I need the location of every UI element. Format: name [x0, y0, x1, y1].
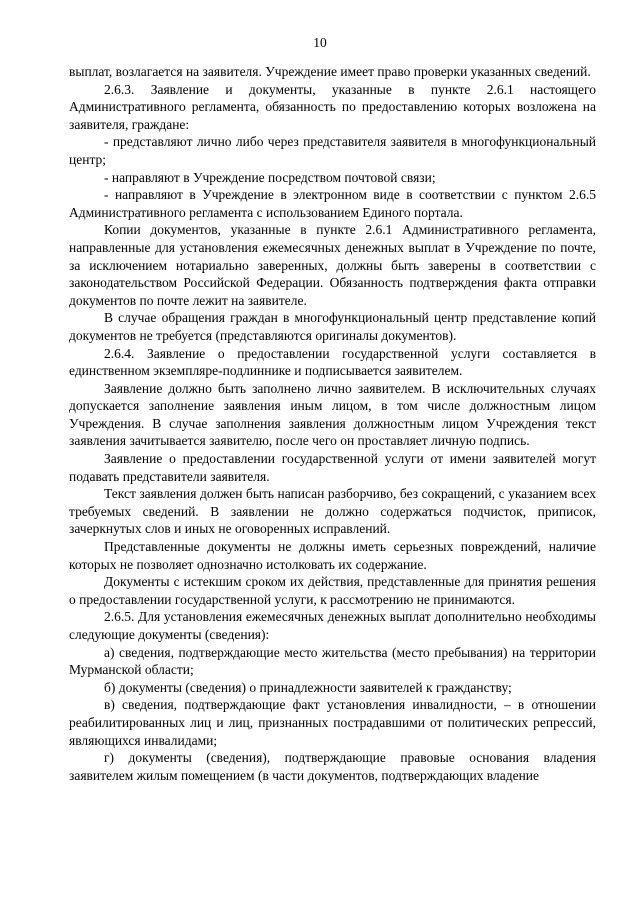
- paragraph: Заявление о предоставлении государственной услуги от имени заявителей могут подавать представители заявителя.: [69, 451, 596, 484]
- paragraph: Заявление должно быть заполнено лично заявителем. В исключительных случаях допускается заполнение заявления иным лицом, в том числе должностным лицом Учреждения. В случае заполнения заявления должностным лицом Учреждения текст заявления зачитывается заявителю, после чего он проставляет личную подпись.: [69, 380, 596, 449]
- document-body: [69, 63, 596, 784]
- paragraph: 2.6.4. Заявление о предоставлении государственной услуги составляется в единственном экземпляре-подлиннике и подписывается заявителем.: [69, 345, 596, 379]
- list-item: г) документы (сведения), подтверждающие правовые основания владения заявителем жилым помещением (в части документов, подтверждающих владение: [69, 750, 596, 783]
- paragraph: Документы с истекшим сроком их действия, представленные для принятия решения о предоставлении государственной услуги, к рассмотрению не принимаются.: [69, 574, 596, 607]
- paragraph: Текст заявления должен быть написан разборчиво, без сокращений, с указанием всех требуемых сведений. В заявлении не должно содержаться подчисток, приписок, зачеркнутых слов и иных не оговоренных исправлений.: [69, 486, 596, 537]
- paragraph: 2.6.3. Заявление и документы, указанные в пункте 2.6.1 настоящего Административного регламента, обязанность по предоставлению которых возложена на заявителя, граждане:: [69, 81, 596, 132]
- list-item: - представляют лично либо через представителя заявителя в многофункциональный центр;: [69, 134, 596, 167]
- list-item: а) сведения, подтверждающие место жительства (место пребывания) на территории Мурманской области;: [69, 644, 596, 678]
- paragraph: Копии документов, указанные в пункте 2.6.1 Административного регламента, направленные для установления ежемесячных денежных выплат в Учреждение по почте, за исключением нотариально заверенных, должны быть заверены в соответствии с законодательством Российской Федерации. Обязанность подтверждения факта отправки документов по почте лежит на заявителе.: [69, 222, 596, 308]
- list-item: - направляют в Учреждение посредством почтовой связи;: [104, 169, 436, 185]
- page-number: 10: [313, 35, 327, 50]
- paragraph: В случае обращения граждан в многофункциональный центр представление копий документов не требуется (представляются оригиналы документов).: [69, 310, 596, 343]
- list-item: в) сведения, подтверждающие факт установления инвалидности, – в отношении реабилитированных лиц и лиц, признанных пострадавшими от политических репрессий, являющихся инвалидами;: [69, 697, 596, 748]
- paragraph: выплат, возлагается на заявителя. Учреждение имеет право проверки указанных сведений.: [69, 64, 591, 79]
- list-item: - направляют в Учреждение в электронном виде в соответствии с пунктом 2.6.5 Административного регламента с использованием Единого портала.: [69, 187, 596, 220]
- paragraph: Представленные документы не должны иметь серьезных повреждений, наличие которых не позволяет однозначно истолковать их содержание.: [69, 539, 596, 572]
- list-item: б) документы (сведения) о принадлежности заявителей к гражданству;: [104, 679, 512, 695]
- paragraph: 2.6.5. Для установления ежемесячных денежных выплат дополнительно необходимы следующие документы (сведения):: [69, 609, 596, 642]
